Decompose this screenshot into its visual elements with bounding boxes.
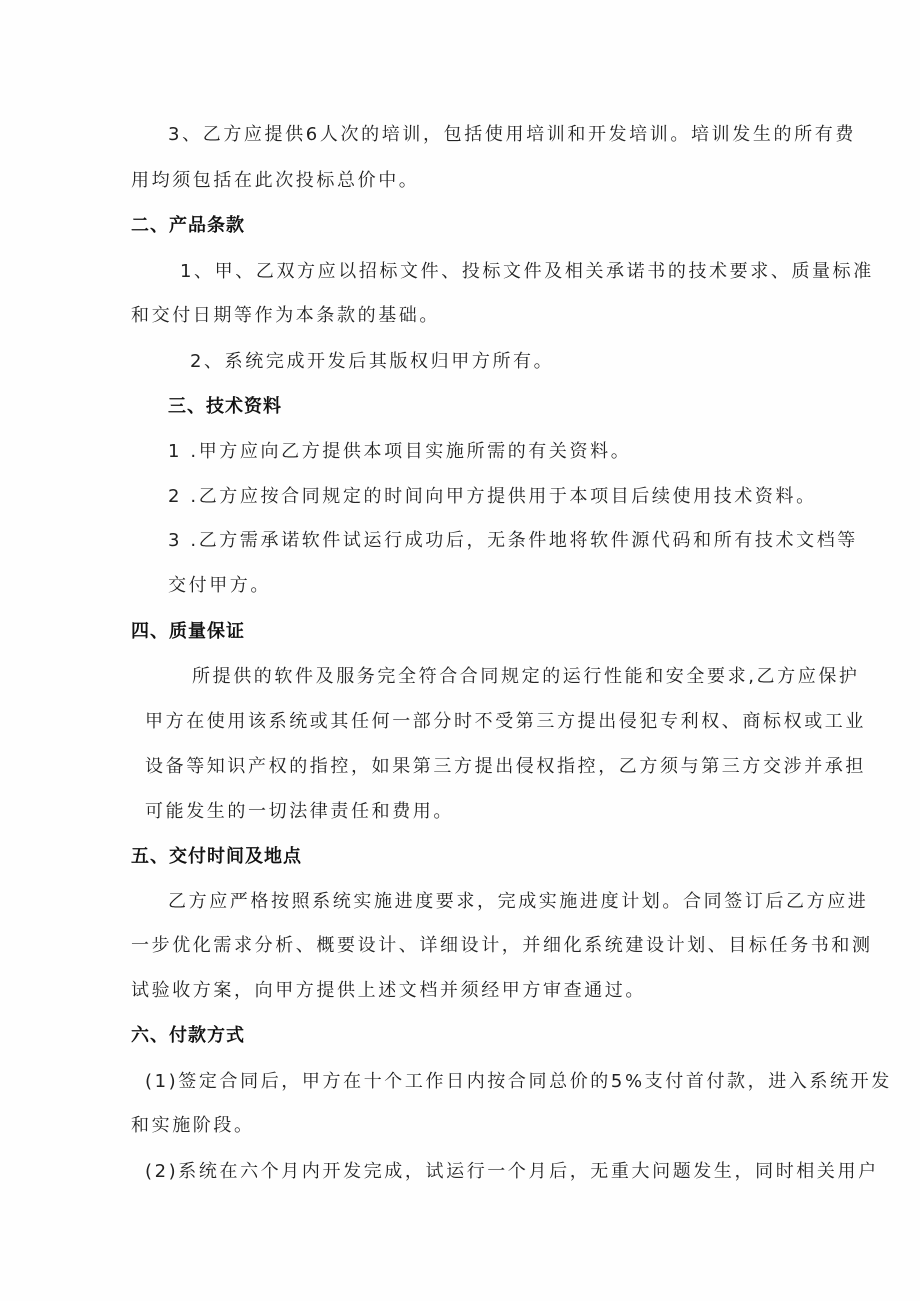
paragraph-quality-line-1: 所提供的软件及服务完全符合合同规定的运行性能和安全要求,乙方应保护: [192, 666, 860, 687]
section-heading-payment: 六、付款方式: [131, 1025, 245, 1046]
section-heading-quality: 四、质量保证: [131, 621, 245, 642]
section-heading-delivery: 五、交付时间及地点: [131, 846, 302, 867]
paragraph-product-1-line-1: 1、甲、乙双方应以招标文件、投标文件及相关承诺书的技术要求、质量标准: [180, 261, 874, 282]
paragraph-quality-line-4: 可能发生的一切法律责任和费用。: [145, 801, 454, 822]
paragraph-delivery-line-1: 乙方应严格按照系统实施进度要求，完成实施进度计划。合同签订后乙方应进: [168, 891, 869, 912]
section-heading-tech-docs: 三、技术资料: [168, 396, 282, 417]
paragraph-product-1-line-2: 和交付日期等作为本条款的基础。: [131, 305, 440, 326]
section-heading-product-terms: 二、产品条款: [131, 215, 245, 236]
paragraph-quality-line-2: 甲方在使用该系统或其任何一部分时不受第三方提出侵犯专利权、商标权或工业: [145, 711, 866, 732]
paragraph-tech-2: 2 .乙方应按合同规定的时间向甲方提供用于本项目后续使用技术资料。: [168, 486, 817, 507]
paragraph-payment-1-line-2: 和实施阶段。: [131, 1115, 255, 1136]
paragraph-quality-line-3: 设备等知识产权的指控，如果第三方提出侵权指控，乙方须与第三方交涉并承担: [145, 756, 866, 777]
paragraph-delivery-line-2: 一步优化需求分析、概要设计、详细设计，并细化系统建设计划、目标任务书和测: [131, 935, 873, 956]
paragraph-payment-2-line-1: (2)系统在六个月内开发完成，试运行一个月后，无重大问题发生，同时相关用户: [145, 1161, 879, 1182]
paragraph-tech-1: 1 .甲方应向乙方提供本项目实施所需的有关资料。: [168, 441, 632, 462]
paragraph-delivery-line-3: 试验收方案，向甲方提供上述文档并须经甲方审查通过。: [131, 980, 646, 1001]
paragraph-tech-3-line-1: 3 .乙方需承诺软件试运行成功后，无条件地将软件源代码和所有技术文档等: [168, 530, 858, 551]
paragraph-product-2: 2、系统完成开发后其版权归甲方所有。: [190, 351, 555, 372]
paragraph-training-line-1: 3、乙方应提供6人次的培训，包括使用培训和开发培训。培训发生的所有费: [168, 124, 856, 145]
paragraph-training-line-2: 用均须包括在此次投标总价中。: [131, 170, 420, 191]
paragraph-tech-3-line-2: 交付甲方。: [168, 575, 271, 596]
paragraph-payment-1-line-1: (1)签定合同后，甲方在十个工作日内按合同总价的5%支付首付款，进入系统开发: [145, 1071, 892, 1092]
